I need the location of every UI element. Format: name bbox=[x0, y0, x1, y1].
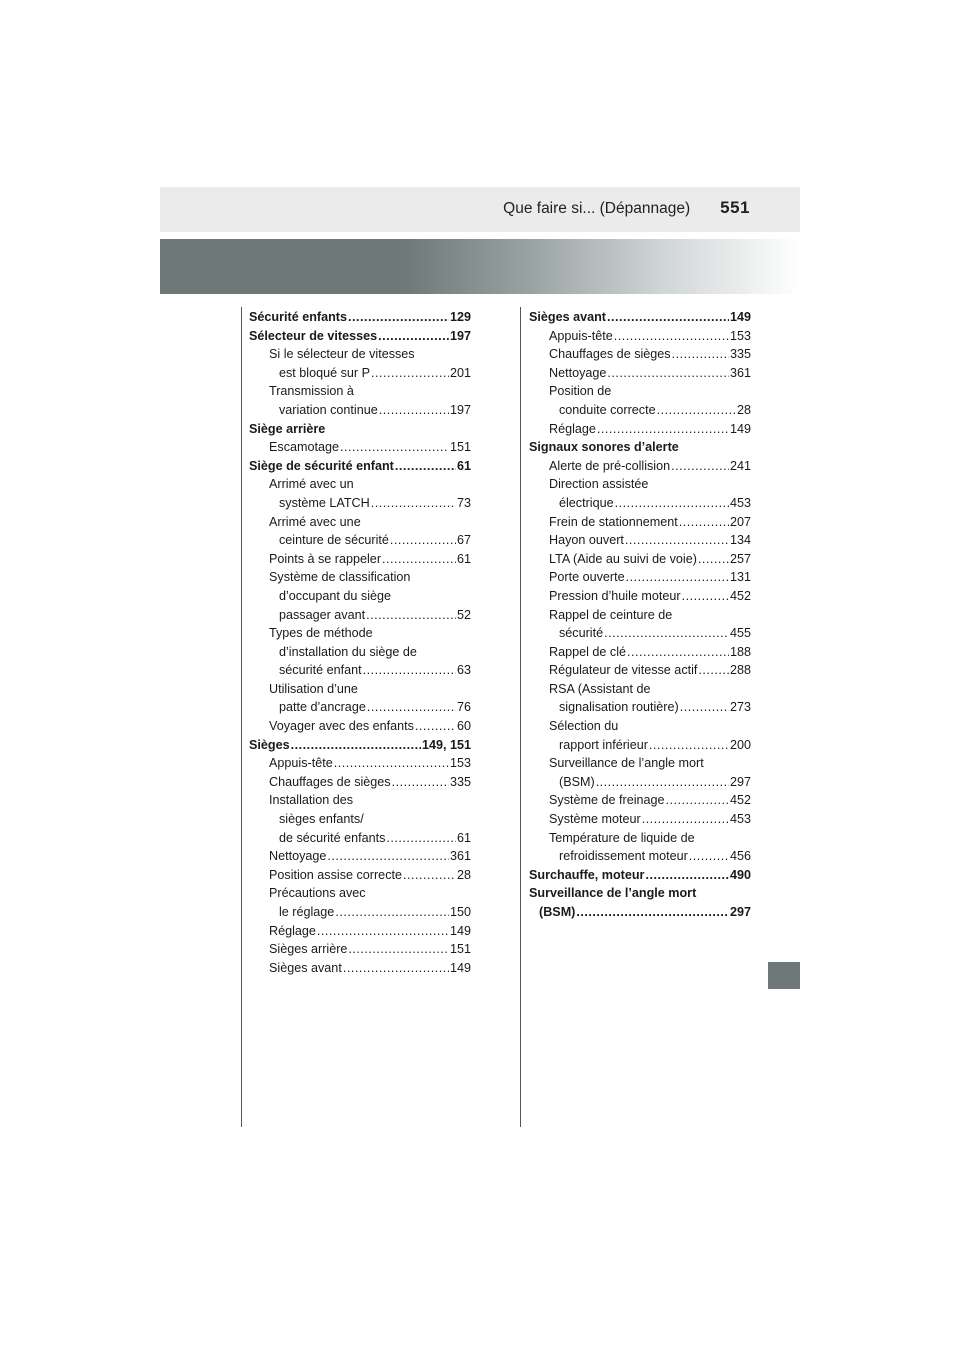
column-divider-left bbox=[241, 307, 242, 1127]
index-column-1 bbox=[249, 308, 471, 977]
index-subentry bbox=[529, 810, 751, 829]
entry-pages: 129 bbox=[449, 310, 471, 324]
dot-leader bbox=[626, 568, 729, 587]
entry-label: Alerte de pré-collision bbox=[549, 458, 671, 473]
entry-label: LTA (Aide au suivi de voie) bbox=[549, 551, 697, 566]
entry-label: Sièges avant bbox=[269, 960, 342, 975]
index-subentry: Utilisation d’une bbox=[269, 681, 358, 696]
entry-label: le réglage bbox=[279, 905, 335, 919]
entry-label: Rappel de clé bbox=[549, 644, 627, 659]
entry-pages: 490 bbox=[729, 867, 751, 882]
dot-leader bbox=[596, 773, 729, 792]
entry-pages: 452 bbox=[729, 793, 751, 808]
index-subentry: Position de bbox=[549, 384, 612, 399]
entry-pages: 52 bbox=[456, 607, 471, 622]
entry-pages: 28 bbox=[736, 402, 751, 417]
entry-pages: 61 bbox=[456, 830, 471, 845]
dot-leader bbox=[615, 494, 729, 513]
index-subentry bbox=[529, 531, 751, 550]
index-subentry: Transmission à bbox=[269, 384, 354, 399]
dot-leader bbox=[343, 959, 449, 978]
entry-pages: 60 bbox=[456, 719, 471, 734]
entry-pages: 361 bbox=[449, 849, 471, 864]
dot-leader bbox=[392, 773, 449, 792]
entry-label: Sièges bbox=[249, 737, 290, 752]
index-subentry bbox=[249, 550, 471, 569]
dot-leader bbox=[666, 791, 729, 810]
entry-pages: 149 bbox=[729, 310, 751, 324]
index-subentry bbox=[529, 494, 751, 513]
index-subentry bbox=[249, 494, 471, 513]
index-subentry: Rappel de ceinture de bbox=[549, 607, 673, 622]
page-number: 551 bbox=[720, 198, 750, 217]
entry-pages: 453 bbox=[729, 812, 751, 827]
index-entry: Surveillance de l’angle mort bbox=[529, 886, 697, 901]
entry-label: Nettoyage bbox=[549, 365, 607, 380]
index-subentry bbox=[529, 624, 751, 643]
dot-leader bbox=[607, 364, 729, 383]
dot-leader bbox=[597, 420, 729, 439]
dot-leader bbox=[415, 717, 456, 736]
entry-label: ceinture de sécurité bbox=[279, 533, 389, 548]
entry-pages: 149, 151 bbox=[421, 737, 471, 752]
entry-label: Sécurité enfants bbox=[249, 310, 347, 324]
index-subentry bbox=[529, 401, 751, 420]
entry-label: sécurité bbox=[559, 626, 604, 641]
entry-label: Points à se rappeler bbox=[269, 551, 382, 566]
entry-label: est bloqué sur P bbox=[279, 365, 371, 380]
index-subentry bbox=[529, 773, 751, 792]
index-subentry bbox=[249, 401, 471, 420]
index-subentry bbox=[529, 327, 751, 346]
entry-pages: 197 bbox=[449, 402, 471, 417]
entry-pages: 151 bbox=[449, 942, 471, 957]
index-entry bbox=[249, 308, 471, 327]
dot-leader bbox=[382, 550, 456, 569]
entry-label: Frein de stationnement bbox=[549, 514, 678, 529]
index-subentry bbox=[249, 940, 471, 959]
entry-label: Système de freinage bbox=[549, 793, 665, 808]
index-subentry bbox=[529, 587, 751, 606]
entry-label: électrique bbox=[559, 495, 614, 510]
entry-pages: 76 bbox=[456, 700, 471, 715]
entry-label: Escamotage bbox=[269, 440, 340, 455]
index-subentry bbox=[529, 345, 751, 364]
section-title: Que faire si... (Dépannage) bbox=[503, 200, 691, 217]
index-subentry: Surveillance de l’angle mort bbox=[549, 756, 704, 771]
entry-pages: 273 bbox=[729, 700, 751, 715]
dot-leader bbox=[604, 624, 729, 643]
index-subentry bbox=[529, 736, 751, 755]
dot-leader bbox=[614, 327, 729, 346]
dot-leader bbox=[335, 903, 449, 922]
entry-label: (BSM) bbox=[539, 905, 576, 919]
index-subentry bbox=[249, 959, 471, 978]
index-subentry bbox=[249, 364, 471, 383]
dot-leader bbox=[680, 698, 729, 717]
index-subentry bbox=[529, 550, 751, 569]
entry-label: Voyager avec des enfants bbox=[269, 719, 414, 734]
dot-leader bbox=[645, 866, 729, 885]
entry-label: Position assise correcte bbox=[269, 867, 402, 882]
entry-label: de sécurité enfants bbox=[279, 830, 386, 845]
index-subentry bbox=[529, 420, 751, 439]
index-subentry: Sélection du bbox=[549, 719, 619, 734]
entry-pages: 61 bbox=[456, 551, 471, 566]
index-subentry: Température de liquide de bbox=[549, 830, 695, 845]
index-subentry: RSA (Assistant de bbox=[549, 681, 651, 696]
entry-label: Hayon ouvert bbox=[549, 533, 624, 548]
dot-leader bbox=[378, 327, 449, 346]
index-subentry: Installation des bbox=[269, 793, 354, 808]
index-subentry bbox=[529, 513, 751, 532]
index-subentry: Si le sélecteur de vitesses bbox=[269, 347, 415, 362]
entry-label: Chauffages de sièges bbox=[549, 347, 671, 362]
dot-leader bbox=[642, 810, 729, 829]
index-subentry: Arrimé avec un bbox=[269, 477, 354, 492]
entry-pages: 335 bbox=[729, 347, 751, 362]
dot-leader bbox=[334, 754, 449, 773]
index-subentry: Types de méthode bbox=[269, 626, 373, 641]
index-column-2 bbox=[529, 308, 751, 922]
index-subentry: Direction assistée bbox=[549, 477, 649, 492]
index-subentry bbox=[249, 754, 471, 773]
index-subentry bbox=[529, 643, 751, 662]
index-entry bbox=[529, 903, 751, 922]
index-entry bbox=[529, 866, 751, 885]
entry-pages: 200 bbox=[729, 737, 751, 752]
index-subentry bbox=[249, 606, 471, 625]
dot-leader bbox=[348, 308, 449, 327]
dot-leader bbox=[657, 401, 736, 420]
index-entry: Signaux sonores d’alerte bbox=[529, 440, 679, 455]
dot-leader bbox=[386, 829, 456, 848]
entry-pages: 153 bbox=[449, 756, 471, 771]
index-subentry bbox=[249, 847, 471, 866]
dot-leader bbox=[366, 606, 456, 625]
index-subentry bbox=[529, 457, 751, 476]
entry-pages: 455 bbox=[729, 626, 751, 641]
entry-label: Sélecteur de vitesses bbox=[249, 328, 378, 343]
index-subentry bbox=[529, 698, 751, 717]
entry-label: refroidissement moteur bbox=[559, 849, 688, 864]
entry-pages: 297 bbox=[729, 774, 751, 789]
dot-leader bbox=[698, 661, 729, 680]
dot-leader bbox=[689, 847, 729, 866]
entry-label: Système moteur bbox=[549, 812, 641, 827]
dot-leader bbox=[317, 922, 449, 941]
entry-pages: 241 bbox=[729, 458, 751, 473]
entry-pages: 453 bbox=[729, 495, 751, 510]
entry-label: Réglage bbox=[549, 421, 596, 436]
index-subentry bbox=[249, 922, 471, 941]
entry-label: variation continue bbox=[279, 402, 378, 417]
dot-leader bbox=[672, 345, 729, 364]
index-entry bbox=[249, 736, 471, 755]
dot-leader bbox=[379, 401, 449, 420]
dot-leader bbox=[291, 736, 421, 755]
entry-pages: 73 bbox=[456, 495, 471, 510]
entry-pages: 257 bbox=[729, 551, 751, 566]
dot-leader bbox=[627, 643, 729, 662]
entry-pages: 131 bbox=[729, 570, 751, 585]
dot-leader bbox=[625, 531, 729, 550]
entry-label: Porte ouverte bbox=[549, 570, 625, 585]
entry-label: Réglage bbox=[269, 923, 316, 938]
entry-label: conduite correcte bbox=[559, 402, 656, 417]
index-subentry: d’installation du siège de bbox=[279, 644, 417, 659]
entry-pages: 188 bbox=[729, 644, 751, 659]
entry-label: Nettoyage bbox=[269, 849, 327, 864]
entry-pages: 151 bbox=[449, 440, 471, 455]
index-subentry: sièges enfants/ bbox=[279, 812, 364, 827]
entry-pages: 150 bbox=[449, 905, 471, 919]
dot-leader bbox=[363, 661, 456, 680]
dot-leader bbox=[390, 531, 456, 550]
dot-leader bbox=[348, 940, 449, 959]
index-subentry bbox=[249, 773, 471, 792]
dot-leader bbox=[371, 494, 456, 513]
index-subentry bbox=[249, 717, 471, 736]
entry-label: Chauffages de sièges bbox=[269, 774, 391, 789]
entry-label: rapport inférieur bbox=[559, 737, 648, 752]
entry-pages: 149 bbox=[729, 421, 751, 436]
index-subentry: Précautions avec bbox=[269, 886, 366, 901]
entry-pages: 456 bbox=[729, 849, 751, 864]
dot-leader bbox=[327, 847, 449, 866]
index-subentry bbox=[529, 791, 751, 810]
index-subentry bbox=[249, 531, 471, 550]
entry-pages: 207 bbox=[729, 514, 751, 529]
dot-leader bbox=[576, 903, 729, 922]
index-subentry bbox=[249, 866, 471, 885]
entry-pages: 452 bbox=[729, 588, 751, 603]
entry-pages: 149 bbox=[449, 960, 471, 975]
index-subentry bbox=[529, 568, 751, 587]
index-subentry bbox=[249, 438, 471, 457]
entry-label: Appuis-tête bbox=[549, 328, 613, 343]
dot-leader bbox=[671, 457, 729, 476]
dot-leader bbox=[679, 513, 729, 532]
entry-pages: 297 bbox=[729, 905, 751, 919]
entry-label: (BSM) bbox=[559, 774, 595, 789]
column-divider-middle bbox=[520, 307, 521, 1127]
entry-label: système LATCH bbox=[279, 495, 370, 510]
entry-label: Siège de sécurité enfant bbox=[249, 458, 394, 473]
index-subentry bbox=[529, 661, 751, 680]
index-subentry: Système de classification bbox=[269, 570, 411, 585]
entry-label: Sièges avant bbox=[529, 310, 607, 324]
entry-label: signalisation routière) bbox=[559, 700, 679, 715]
dot-leader bbox=[371, 364, 449, 383]
dot-leader bbox=[395, 457, 456, 476]
entry-pages: 335 bbox=[449, 774, 471, 789]
entry-pages: 153 bbox=[729, 328, 751, 343]
index-subentry bbox=[249, 903, 471, 922]
index-entry bbox=[529, 308, 751, 327]
index-subentry bbox=[529, 364, 751, 383]
entry-label: Appuis-tête bbox=[269, 756, 333, 771]
dot-leader bbox=[682, 587, 729, 606]
dot-leader bbox=[403, 866, 456, 885]
entry-pages: 28 bbox=[456, 867, 471, 882]
index-subentry: Arrimé avec une bbox=[269, 514, 361, 529]
entry-label: sécurité enfant bbox=[279, 663, 362, 678]
dot-leader bbox=[607, 308, 729, 327]
index-subentry bbox=[249, 698, 471, 717]
entry-pages: 134 bbox=[729, 533, 751, 548]
index-entry bbox=[249, 457, 471, 476]
entry-pages: 63 bbox=[456, 663, 471, 678]
index-subentry bbox=[249, 829, 471, 848]
header-bar bbox=[160, 187, 800, 232]
header-gradient-band bbox=[160, 239, 800, 294]
entry-pages: 61 bbox=[456, 458, 471, 473]
index-entry bbox=[249, 327, 471, 346]
entry-label: Sièges arrière bbox=[269, 942, 348, 957]
dot-leader bbox=[340, 438, 449, 457]
entry-pages: 361 bbox=[729, 365, 751, 380]
index-subentry bbox=[529, 847, 751, 866]
entry-pages: 197 bbox=[449, 328, 471, 343]
chapter-tab bbox=[768, 962, 800, 989]
entry-label: Surchauffe, moteur bbox=[529, 867, 645, 882]
entry-label: Régulateur de vitesse actif bbox=[549, 663, 698, 678]
entry-pages: 201 bbox=[449, 365, 471, 380]
dot-leader bbox=[367, 698, 456, 717]
entry-label: passager avant bbox=[279, 607, 366, 622]
entry-pages: 149 bbox=[449, 923, 471, 938]
entry-pages: 67 bbox=[456, 533, 471, 548]
dot-leader bbox=[649, 736, 729, 755]
entry-pages: 288 bbox=[729, 663, 751, 678]
index-entry: Siège arrière bbox=[249, 421, 326, 436]
index-subentry: d’occupant du siège bbox=[279, 588, 392, 603]
entry-label: patte d’ancrage bbox=[279, 700, 366, 715]
entry-label: Pression d’huile moteur bbox=[549, 588, 681, 603]
dot-leader bbox=[698, 550, 729, 569]
header-text bbox=[503, 198, 750, 218]
index-subentry bbox=[249, 661, 471, 680]
